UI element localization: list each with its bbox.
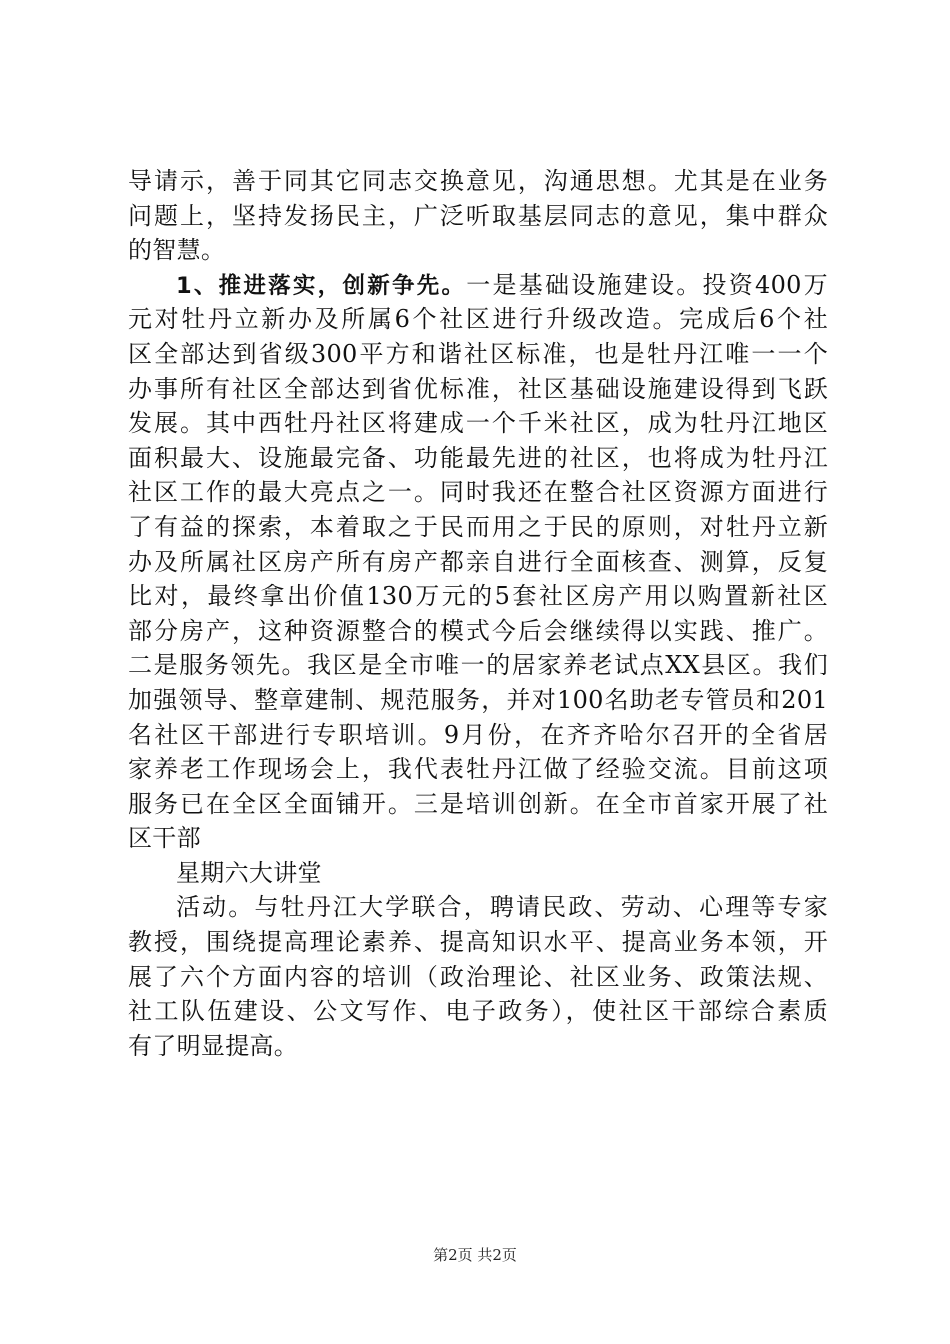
text-line: 问题上，坚持发扬民主，广泛听取基层同志的意见，集中群众 (128, 201, 828, 230)
text-line: 星期六大讲堂 (176, 858, 322, 887)
text-line: 了有益的探索，本着取之于民而用之于民的原则，对牡丹立新 (128, 512, 828, 541)
section-heading: 1、推进落实，创新争先。 (176, 272, 467, 299)
text-line: 部分房产，这种资源整合的模式今后会继续得以实践、推广。 (128, 616, 828, 645)
text-line-rest: 一是基础设施建设。投资400万 (466, 270, 828, 299)
text-line: 社工队伍建设、公文写作、电子政务），使社区干部综合素质 (128, 997, 828, 1026)
text-line: 办及所属社区房产所有房产都亲自进行全面核查、测算，反复 (128, 547, 828, 576)
text-line: 区干部 (128, 824, 201, 853)
text-line: 元对牡丹立新办及所属6个社区进行升级改造。完成后6个社 (128, 305, 828, 334)
text-line: 导请示，善于同其它同志交换意见，沟通思想。尤其是在业务 (128, 167, 828, 195)
text-line: 面积最大、设施最完备、功能最先进的社区，也将成为牡丹江 (128, 443, 828, 472)
text-line: 二是服务领先。我区是全市唯一的居家养老试点XX县区。我们 (128, 651, 828, 680)
text-line: 有了明显提高。 (128, 1031, 299, 1060)
text-line: 的智慧。 (128, 236, 226, 265)
text-line: 区全部达到省级300平方和谐社区标准，也是牡丹江唯一一个 (128, 339, 828, 368)
text-line: 比对，最终拿出价值130万元的5套社区房产用以购置新社区 (128, 582, 828, 611)
text-line: 展了六个方面内容的培训（政治理论、社区业务、政策法规、 (128, 962, 828, 991)
text-line: 社区工作的最大亮点之一。同时我还在整合社区资源方面进行 (128, 478, 828, 507)
text-line: 教授，围绕提高理论素养、提高知识水平、提高业务本领，开 (128, 928, 828, 957)
document-body (128, 164, 828, 1063)
page-footer: 第2页 共2页 (433, 1246, 517, 1264)
text-line: 服务已在全区全面铺开。三是培训创新。在全市首家开展了社 (128, 789, 828, 818)
text-line: 名社区干部进行专职培训。9月份，在齐齐哈尔召开的全省居 (128, 720, 828, 749)
text-line: 加强领导、整章建制、规范服务，并对100名助老专管员和201 (128, 685, 828, 714)
text-line: 活动。与牡丹江大学联合，聘请民政、劳动、心理等专家 (176, 893, 828, 922)
text-line (128, 268, 828, 303)
text-line: 办事所有社区全部达到省优标准，社区基础设施建设得到飞跃 (128, 374, 828, 403)
text-line: 发展。其中西牡丹社区将建成一个千米社区，成为牡丹江地区 (128, 409, 828, 438)
text-line: 家养老工作现场会上，我代表牡丹江做了经验交流。目前这项 (128, 755, 828, 784)
